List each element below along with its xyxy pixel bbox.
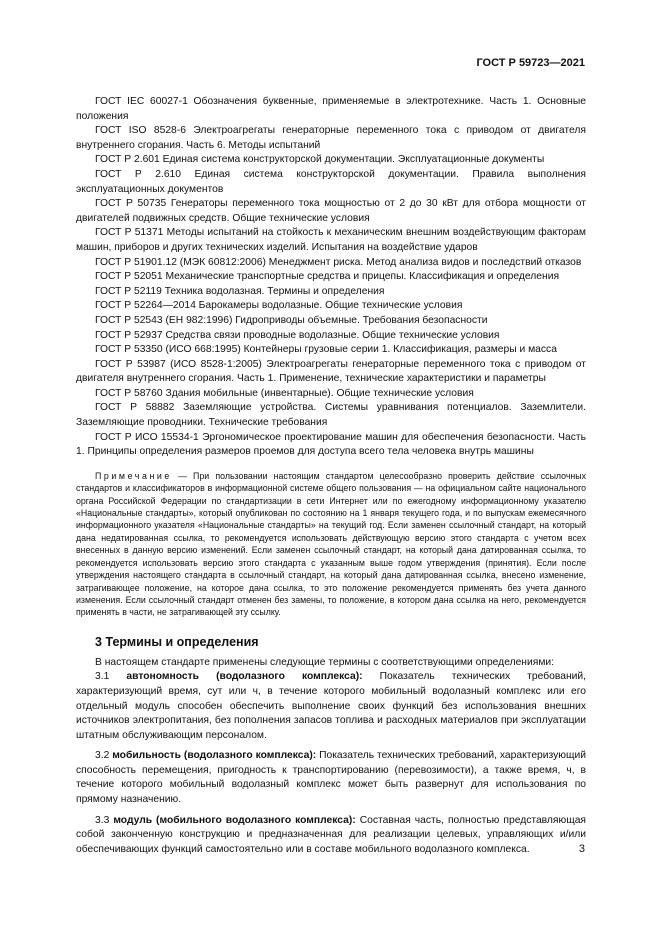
page-number: 3: [578, 843, 585, 855]
section-heading: 3 Термины и определения: [95, 634, 259, 649]
reference-item: ГОСТ Р 53987 (ИСО 8528-1:2005) Электроагрегаты генераторные переменного тока с приводом от двигателя внутреннего сгорания. Часть 1. Применение, технические характеристики и параметры: [76, 358, 586, 385]
reference-item: ГОСТ IEC 60027-1 Обозначения буквенные, применяемые в электротехнике. Часть 1. Основные положения: [76, 96, 586, 122]
term-name: модуль (мобильного водолазного комплекса):: [113, 814, 356, 826]
reference-item: ГОСТ Р 2.601 Единая система конструкторской документации. Эксплуатационные документы: [95, 154, 545, 166]
note-paragraph: [76, 470, 586, 619]
term-name: мобильность (водолазного комплекса):: [112, 750, 317, 762]
term-name: автономность (водолазного комплекса):: [126, 671, 363, 683]
reference-item: ГОСТ Р 50735 Генераторы переменного тока мощностью от 2 до 30 кВт для отбора мощности от двигателей подвижных средств. Общие технические условия: [76, 198, 586, 224]
term-entry: [76, 670, 586, 743]
reference-item: ГОСТ Р 51901.12 (МЭК 60812:2006) Менеджмент риска. Метод анализа видов и последствий отказов: [95, 256, 582, 268]
references-list: [76, 95, 586, 460]
document-body: [76, 95, 586, 857]
reference-item: ГОСТ Р ИСО 15534-1 Эргономическое проектирование машин для обеспечения безопасности. Часть 1. Принципы определения размеров проемов для доступа всего тела человека внутрь машины: [76, 431, 586, 458]
reference-item: ГОСТ Р 52264—2014 Барокамеры водолазные. Общие технические условия: [95, 300, 463, 312]
document-header: ГОСТ Р 59723—2021: [476, 57, 585, 69]
reference-item: ГОСТ Р 51371 Методы испытаний на стойкость к механическим внешним воздействующим факторам машин, приборов и других технических изделий. Испытания на воздействие ударов: [76, 227, 586, 253]
reference-item: ГОСТ Р 52051 Механические транспортные средства и прицепы. Классификация и определения: [95, 271, 560, 283]
reference-item: ГОСТ Р 58882 Заземляющие устройства. Системы уравнивания потенциалов. Заземлители. Заземляющие проводники. Технические требования: [76, 402, 586, 429]
reference-item: ГОСТ Р 53350 (ИСО 668:1995) Контейнеры грузовые серии 1. Классификация, размеры и масса: [95, 344, 557, 356]
reference-item: ГОСТ Р 52119 Техника водолазная. Термины и определения: [95, 285, 385, 297]
reference-item: ГОСТ Р 58760 Здания мобильные (инвентарные). Общие технические условия: [95, 387, 474, 399]
reference-item: ГОСТ Р 52543 (ЕН 982:1996) Гидроприводы объемные. Требования безопасности: [95, 314, 488, 326]
reference-item: ГОСТ ISO 8528-6 Электроагрегаты генераторные переменного тока с приводом от двигателя внутреннего сгорания. Часть 6. Методы испытаний: [76, 125, 586, 151]
term-entry: [76, 749, 586, 807]
note-text: — При пользовании настоящим стандартом целесообразно проверить действие ссылочных стандартов и классификаторов в информационной системе общего пользования — на официальном сайте национального органа Российской Федерации по стандартизации в сети Интернет или по ежегодному информационному указателю «Национальные стандарты», который опубликован по состоянию на 1 января текущего года, и по выпускам ежемесячного информационного указателя «Национальные стандарты» на текущий год. Если заменен ссылочный стандарт, на который дана недатированная ссылка, то рекомендуется использовать действующую версию этого стандарта с учетом всех внесенных в данную версию изменений. Если заменен ссылочный стандарт, на который дана датированная ссылка, то рекомендуется использовать версию этого стандарта с указанным выше годом утверждения (принятия). Если после утверждения настоящего стандарта в ссылочный стандарт, на который дана датированная ссылка, внесено изменение, затрагивающее положение, на которое дана ссылка, то это положение рекомендуется применять без учета данного изменения. Если ссылочный стандарт отменен без замены, то положение, в котором дана ссылка на него, рекомендуется применять в части, не затрагивающей эту ссылку.: [76, 470, 586, 618]
note-label: Примечание: [95, 470, 172, 481]
term-entry: [76, 814, 586, 858]
term-number: 3.3: [95, 814, 114, 826]
term-definition: Показатель технических требований, характеризующий способность перемещения, пригодность к транспортированию (перевозимости), а также время, ч, в течение которого мобильный водолазный комплекс может быть развернут для использования по прямому назначению.: [76, 750, 586, 806]
reference-item: ГОСТ Р 2.610 Единая система конструкторской документации. Правила выполнения эксплуатационных документов: [76, 168, 586, 195]
term-definition: Показатель технических требований, характеризующий время, сут или ч, в течение которого мобильный водолазный комплекс или его отдельный модуль способен обеспечить выполнение своих функций без использования внешних источников электропитания, без пополнения запасов топлива и расходных материалов при эксплуатации штатным обслуживающим персоналом.: [76, 671, 586, 741]
reference-item: ГОСТ Р 52937 Средства связи проводные водолазные. Общие технические условия: [95, 329, 500, 341]
term-number: 3.2: [95, 750, 113, 762]
term-number: 3.1: [95, 671, 127, 683]
term-definition: Составная часть, полностью представляющая собой законченную конструкцию и предназначенная для реализации целевых, управляющих и/или обеспечивающих функций самостоятельно или в составе мобильного водолазного комплекса.: [76, 814, 586, 855]
section-intro: В настоящем стандарте применены следующие термины с соответствующими определениями:: [95, 656, 555, 668]
